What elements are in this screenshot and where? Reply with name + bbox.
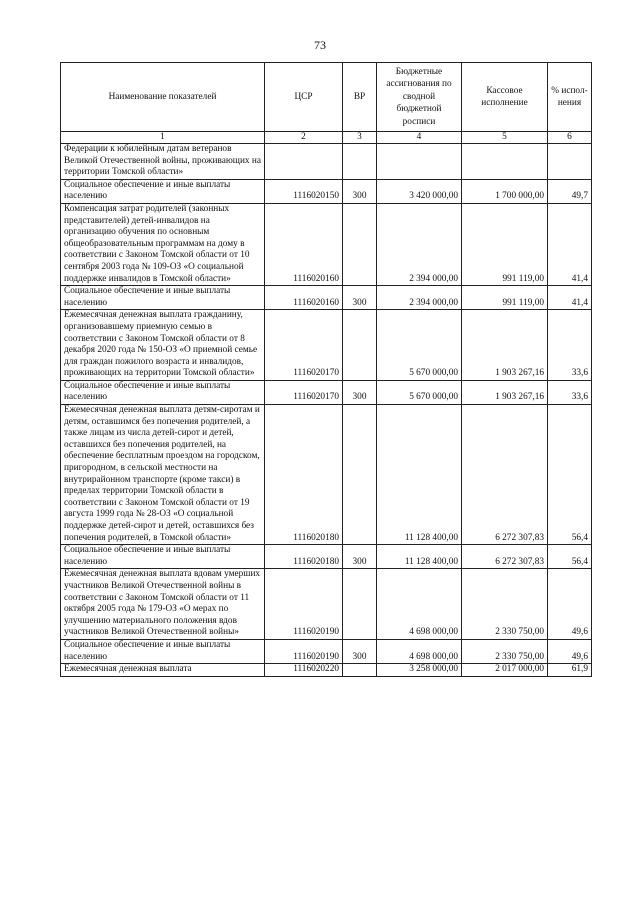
cell-name: Федерации к юбилейным датам ветеранов Великой Отечественной войны, проживающих на территории Томской области»: [61, 144, 265, 180]
cell-vr: [343, 569, 377, 640]
table-row: [61, 405, 592, 545]
cell-cash: 2 330 750,00: [462, 639, 548, 663]
cell-csr: 1116020160: [265, 286, 343, 310]
cell-percent: 56,4: [548, 545, 592, 569]
header-percent: % испол-нения: [548, 63, 592, 132]
column-number: 2: [265, 132, 343, 144]
cell-vr: 300: [343, 286, 377, 310]
table-row: [61, 639, 592, 663]
cell-budget: 2 394 000,00: [377, 203, 462, 285]
cell-name: Ежемесячная денежная выплата детям-сиротам и детям, оставшимся без попечения родителей, а также лицам из числа детей-сирот и детей, оставшихся без попечения родителей, на обеспечение бесплатным проездом на городском, пригородном, в сельской местности на внутрирайонном транспорте (кроме такси) в пределах территории Томской области в соответствии с Законом Томской области от 19 августа 1999 года № 28-ОЗ «О социальной поддержке детей-сирот и детей, оставшихся без попечения родителей, в Томской области»: [61, 405, 265, 545]
cell-budget: [377, 144, 462, 180]
table-row: [61, 144, 592, 180]
table-row: [61, 286, 592, 310]
cell-csr: 1116020160: [265, 203, 343, 285]
cell-vr: [343, 664, 377, 677]
cell-budget: 2 394 000,00: [377, 286, 462, 310]
header-vr: ВР: [343, 63, 377, 132]
cell-vr: 300: [343, 380, 377, 404]
cell-percent: 41,4: [548, 286, 592, 310]
cell-name: Социальное обеспечение и иные выплаты населению: [61, 286, 265, 310]
cell-budget: 3 420 000,00: [377, 179, 462, 203]
cell-csr: 1116020190: [265, 639, 343, 663]
cell-name: Социальное обеспечение и иные выплаты населению: [61, 545, 265, 569]
cell-cash: 991 119,00: [462, 286, 548, 310]
cell-percent: 61,9: [548, 664, 592, 677]
cell-cash: 6 272 307,83: [462, 405, 548, 545]
cell-cash: 1 700 000,00: [462, 179, 548, 203]
cell-name: Ежемесячная денежная выплата: [61, 664, 265, 677]
cell-cash: 2 017 000,00: [462, 664, 548, 677]
cell-vr: [343, 144, 377, 180]
cell-budget: 3 258 000,00: [377, 664, 462, 677]
cell-name: Социальное обеспечение и иные выплаты населению: [61, 179, 265, 203]
header-csr: ЦСР: [265, 63, 343, 132]
cell-percent: 33,6: [548, 380, 592, 404]
column-number-row: [61, 132, 592, 144]
cell-percent: 49,6: [548, 639, 592, 663]
page-number: 73: [314, 38, 326, 52]
cell-percent: 41,4: [548, 203, 592, 285]
column-number: 5: [462, 132, 548, 144]
cell-csr: 1116020170: [265, 380, 343, 404]
cell-csr: 1116020180: [265, 405, 343, 545]
cell-name: Ежемесячная денежная выплата вдовам умерших участников Великой Отечественной войны в соответствии с Законом Томской области от 11 октября 2005 года № 179-ОЗ «О мерах по улучшению материального положения вдов участников Великой Отечественной войны»: [61, 569, 265, 640]
cell-percent: 33,6: [548, 310, 592, 381]
table-header-row: [61, 63, 592, 132]
cell-csr: 1116020180: [265, 545, 343, 569]
cell-name: Социальное обеспечение и иные выплаты населению: [61, 639, 265, 663]
cell-csr: 1116020150: [265, 179, 343, 203]
cell-csr: 1116020220: [265, 664, 343, 677]
cell-cash: 1 903 267,16: [462, 380, 548, 404]
cell-budget: 5 670 000,00: [377, 380, 462, 404]
column-number: 1: [61, 132, 265, 144]
cell-vr: 300: [343, 545, 377, 569]
cell-cash: [462, 144, 548, 180]
cell-name: Социальное обеспечение и иные выплаты населению: [61, 380, 265, 404]
cell-budget: 11 128 400,00: [377, 545, 462, 569]
table-row: [61, 380, 592, 404]
cell-budget: 5 670 000,00: [377, 310, 462, 381]
table-row: [61, 545, 592, 569]
cell-vr: [343, 310, 377, 381]
cell-csr: [265, 144, 343, 180]
cell-percent: 49,6: [548, 569, 592, 640]
cell-budget: 4 698 000,00: [377, 569, 462, 640]
cell-budget: 4 698 000,00: [377, 639, 462, 663]
budget-execution-table: [60, 62, 592, 677]
table-row: [61, 664, 592, 677]
cell-vr: [343, 203, 377, 285]
column-number: 3: [343, 132, 377, 144]
table-row: [61, 569, 592, 640]
cell-cash: 2 330 750,00: [462, 569, 548, 640]
cell-cash: 6 272 307,83: [462, 545, 548, 569]
header-cash: Кассовое исполнение: [462, 63, 548, 132]
column-number: 6: [548, 132, 592, 144]
column-number: 4: [377, 132, 462, 144]
cell-csr: 1116020190: [265, 569, 343, 640]
header-budget: Бюджетные ассигнования по сводной бюджетной росписи: [377, 63, 462, 132]
cell-vr: 300: [343, 179, 377, 203]
table-row: [61, 310, 592, 381]
table-row: [61, 179, 592, 203]
cell-vr: [343, 405, 377, 545]
cell-percent: [548, 144, 592, 180]
cell-cash: 1 903 267,16: [462, 310, 548, 381]
cell-name: Компенсация затрат родителей (законных представителей) детей-инвалидов на организацию обучения по основным общеобразовательным программам на дому в соответствии с Законом Томской области от 10 сентября 2003 года № 109-ОЗ «О социальной поддержке инвалидов в Томской области»: [61, 203, 265, 285]
cell-percent: 49,7: [548, 179, 592, 203]
cell-cash: 991 119,00: [462, 203, 548, 285]
cell-name: Ежемесячная денежная выплата гражданину, организовавшему приемную семью в соответствии с Законом Томской области от 8 декабря 2020 года № 150-ОЗ «О приемной семье для граждан пожилого возраста и инвалидов, проживающих на территории Томской области»: [61, 310, 265, 381]
cell-csr: 1116020170: [265, 310, 343, 381]
header-name: Наименование показателей: [61, 63, 265, 132]
cell-percent: 56,4: [548, 405, 592, 545]
cell-vr: 300: [343, 639, 377, 663]
table-row: [61, 203, 592, 285]
cell-budget: 11 128 400,00: [377, 405, 462, 545]
